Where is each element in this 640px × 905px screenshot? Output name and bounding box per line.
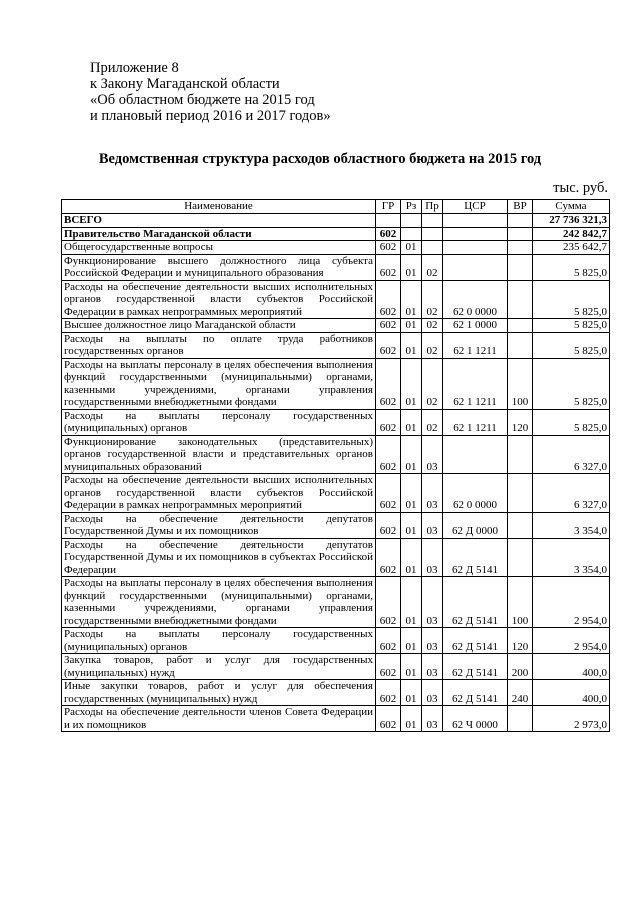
- row-gr: 602: [376, 254, 401, 280]
- row-pr: 02: [422, 409, 443, 435]
- law-title-line1: «Об областном бюджете на 2015 год: [90, 92, 315, 108]
- law-title-line2: и плановый период 2016 и 2017 годов»: [90, 108, 331, 124]
- row-vr: 240: [508, 680, 533, 706]
- row-name: Общегосударственные вопросы: [62, 241, 376, 255]
- row-csr: [443, 227, 508, 241]
- table-row: [62, 409, 610, 435]
- row-vr: [508, 241, 533, 255]
- row-sum: 2 954,0: [533, 577, 610, 628]
- row-pr: 03: [422, 577, 443, 628]
- row-sum: 5 825,0: [533, 358, 610, 409]
- row-sum: 5 825,0: [533, 254, 610, 280]
- row-gr: 602: [376, 680, 401, 706]
- row-rz: 01: [401, 280, 422, 319]
- row-csr: [443, 214, 508, 228]
- row-sum: 5 825,0: [533, 319, 610, 333]
- table-row: [62, 358, 610, 409]
- row-name: Расходы на обеспечение деятельности депутатов Государственной Думы и их помощников в субъектах Российской Федерации: [62, 538, 376, 577]
- table-row: [62, 241, 610, 255]
- table-row: [62, 280, 610, 319]
- row-csr: [443, 254, 508, 280]
- row-vr: 100: [508, 358, 533, 409]
- row-csr: 62 Ч 0000: [443, 706, 508, 732]
- row-pr: [422, 241, 443, 255]
- row-vr: [508, 474, 533, 513]
- row-pr: 03: [422, 680, 443, 706]
- row-csr: 62 Д 5141: [443, 628, 508, 654]
- row-pr: 03: [422, 538, 443, 577]
- row-name: Правительство Магаданской области: [62, 227, 376, 241]
- row-vr: [508, 332, 533, 358]
- row-csr: 62 Д 5141: [443, 654, 508, 680]
- row-csr: [443, 241, 508, 255]
- table-row: [62, 706, 610, 732]
- row-sum: 235 642,7: [533, 241, 610, 255]
- row-vr: [508, 214, 533, 228]
- row-sum: 5 825,0: [533, 332, 610, 358]
- row-sum: 242 842,7: [533, 227, 610, 241]
- row-rz: 01: [401, 706, 422, 732]
- row-gr: 602: [376, 538, 401, 577]
- row-sum: 400,0: [533, 654, 610, 680]
- row-name: Расходы на обеспечение деятельности депутатов Государственной Думы и их помощников: [62, 512, 376, 538]
- row-pr: [422, 214, 443, 228]
- row-name: Расходы на выплаты персоналу государственных (муниципальных) органов: [62, 628, 376, 654]
- row-sum: 3 354,0: [533, 512, 610, 538]
- row-name: Расходы на выплаты персоналу в целях обеспечения выполнения функций государственными (муниципальными) органами, казенными учреждениями, органами управления государственными внебюджетными фондами: [62, 577, 376, 628]
- row-pr: 02: [422, 358, 443, 409]
- row-rz: 01: [401, 577, 422, 628]
- row-rz: 01: [401, 358, 422, 409]
- row-csr: 62 Д 5141: [443, 538, 508, 577]
- table-row: [62, 332, 610, 358]
- row-gr: 602: [376, 227, 401, 241]
- row-rz: 01: [401, 435, 422, 474]
- row-sum: 6 327,0: [533, 474, 610, 513]
- table-row: [62, 680, 610, 706]
- appendix-number: Приложение 8: [90, 60, 179, 76]
- row-csr: 62 Д 0000: [443, 512, 508, 538]
- row-rz: 01: [401, 319, 422, 333]
- row-pr: 02: [422, 254, 443, 280]
- row-name: Расходы на обеспечение деятельности высших исполнительных органов государственной власти субъектов Российской Федерации в рамках непрограммных мероприятий: [62, 474, 376, 513]
- row-csr: 62 0 0000: [443, 280, 508, 319]
- row-rz: 01: [401, 680, 422, 706]
- row-gr: 602: [376, 241, 401, 255]
- table-row: [62, 435, 610, 474]
- table-row: [62, 319, 610, 333]
- column-header-csr: ЦСР: [443, 200, 508, 214]
- row-vr: [508, 538, 533, 577]
- row-sum: 27 736 321,3: [533, 214, 610, 228]
- table-row: [62, 654, 610, 680]
- table-row: [62, 227, 610, 241]
- row-gr: 602: [376, 706, 401, 732]
- row-name: Закупка товаров, работ и услуг для государственных (муниципальных) нужд: [62, 654, 376, 680]
- row-pr: 03: [422, 654, 443, 680]
- table-row: [62, 538, 610, 577]
- row-gr: 602: [376, 512, 401, 538]
- row-vr: [508, 435, 533, 474]
- row-gr: 602: [376, 628, 401, 654]
- row-sum: 400,0: [533, 680, 610, 706]
- column-header-gr: ГР: [376, 200, 401, 214]
- row-csr: 62 Д 5141: [443, 577, 508, 628]
- row-rz: 01: [401, 409, 422, 435]
- row-pr: 02: [422, 332, 443, 358]
- row-vr: 200: [508, 654, 533, 680]
- row-name: Иные закупки товаров, работ и услуг для обеспечения государственных (муниципальных) нужд: [62, 680, 376, 706]
- document-title: Ведомственная структура расходов областного бюджета на 2015 год: [98, 151, 542, 167]
- row-vr: 100: [508, 577, 533, 628]
- row-name: Расходы на обеспечение деятельности членов Совета Федерации и их помощников: [62, 706, 376, 732]
- row-pr: 03: [422, 706, 443, 732]
- row-gr: 602: [376, 358, 401, 409]
- row-name: Функционирование высшего должностного лица субъекта Российской Федерации и муниципального образования: [62, 254, 376, 280]
- row-sum: 5 825,0: [533, 280, 610, 319]
- row-name: Функционирование законодательных (представительных) органов государственной власти и представительных органов муниципальных образований: [62, 435, 376, 474]
- row-csr: [443, 435, 508, 474]
- row-rz: 01: [401, 654, 422, 680]
- row-gr: 602: [376, 654, 401, 680]
- table-row: [62, 512, 610, 538]
- row-vr: [508, 254, 533, 280]
- row-sum: 6 327,0: [533, 435, 610, 474]
- row-rz: 01: [401, 254, 422, 280]
- row-vr: [508, 227, 533, 241]
- row-sum: 2 954,0: [533, 628, 610, 654]
- row-csr: 62 1 1211: [443, 409, 508, 435]
- row-gr: 602: [376, 435, 401, 474]
- row-vr: 120: [508, 409, 533, 435]
- row-name: Расходы на выплаты персоналу государственных (муниципальных) органов: [62, 409, 376, 435]
- column-header-sum: Сумма: [533, 200, 610, 214]
- row-pr: 03: [422, 512, 443, 538]
- row-gr: 602: [376, 332, 401, 358]
- table-body: [62, 214, 610, 732]
- row-name: Расходы на выплаты по оплате труда работников государственных органов: [62, 332, 376, 358]
- row-pr: [422, 227, 443, 241]
- column-header-rz: Рз: [401, 200, 422, 214]
- table-header-row: [62, 200, 610, 214]
- row-rz: 01: [401, 628, 422, 654]
- budget-table: [61, 199, 610, 732]
- row-sum: 3 354,0: [533, 538, 610, 577]
- row-rz: 01: [401, 332, 422, 358]
- row-gr: 602: [376, 474, 401, 513]
- row-gr: 602: [376, 319, 401, 333]
- row-vr: [508, 319, 533, 333]
- column-header-pr: Пр: [422, 200, 443, 214]
- row-name: Расходы на выплаты персоналу в целях обеспечения выполнения функций государственными (муниципальными) органами, казенными учреждениями, органами управления государственными внебюджетными фондами: [62, 358, 376, 409]
- row-gr: [376, 214, 401, 228]
- row-pr: 02: [422, 319, 443, 333]
- row-sum: 5 825,0: [533, 409, 610, 435]
- column-header-vr: ВР: [508, 200, 533, 214]
- row-rz: 01: [401, 474, 422, 513]
- table-row: [62, 474, 610, 513]
- row-rz: [401, 214, 422, 228]
- row-name: Расходы на обеспечение деятельности высших исполнительных органов государственной власти субъектов Российской Федерации в рамках непрограммных мероприятий: [62, 280, 376, 319]
- table-row: [62, 577, 610, 628]
- row-pr: 03: [422, 474, 443, 513]
- row-vr: [508, 280, 533, 319]
- row-csr: 62 0 0000: [443, 474, 508, 513]
- table-row: [62, 254, 610, 280]
- row-rz: [401, 227, 422, 241]
- appendix-header: [90, 60, 331, 124]
- row-name: Высшее должностное лицо Магаданской области: [62, 319, 376, 333]
- row-csr: 62 1 1211: [443, 358, 508, 409]
- row-rz: 01: [401, 512, 422, 538]
- row-csr: 62 Д 5141: [443, 680, 508, 706]
- units-label: тыс. руб.: [553, 180, 608, 196]
- table-row: [62, 628, 610, 654]
- row-rz: 01: [401, 538, 422, 577]
- row-pr: 03: [422, 628, 443, 654]
- row-pr: 03: [422, 435, 443, 474]
- row-pr: 02: [422, 280, 443, 319]
- row-vr: [508, 512, 533, 538]
- row-vr: 120: [508, 628, 533, 654]
- row-csr: 62 1 0000: [443, 319, 508, 333]
- law-reference: к Закону Магаданской области: [90, 76, 280, 92]
- row-vr: [508, 706, 533, 732]
- row-gr: 602: [376, 280, 401, 319]
- row-rz: 01: [401, 241, 422, 255]
- row-csr: 62 1 1211: [443, 332, 508, 358]
- row-sum: 2 973,0: [533, 706, 610, 732]
- row-gr: 602: [376, 577, 401, 628]
- column-header-name: Наименование: [62, 200, 376, 214]
- table-row-total: [62, 214, 610, 228]
- row-name: ВСЕГО: [62, 214, 376, 228]
- row-gr: 602: [376, 409, 401, 435]
